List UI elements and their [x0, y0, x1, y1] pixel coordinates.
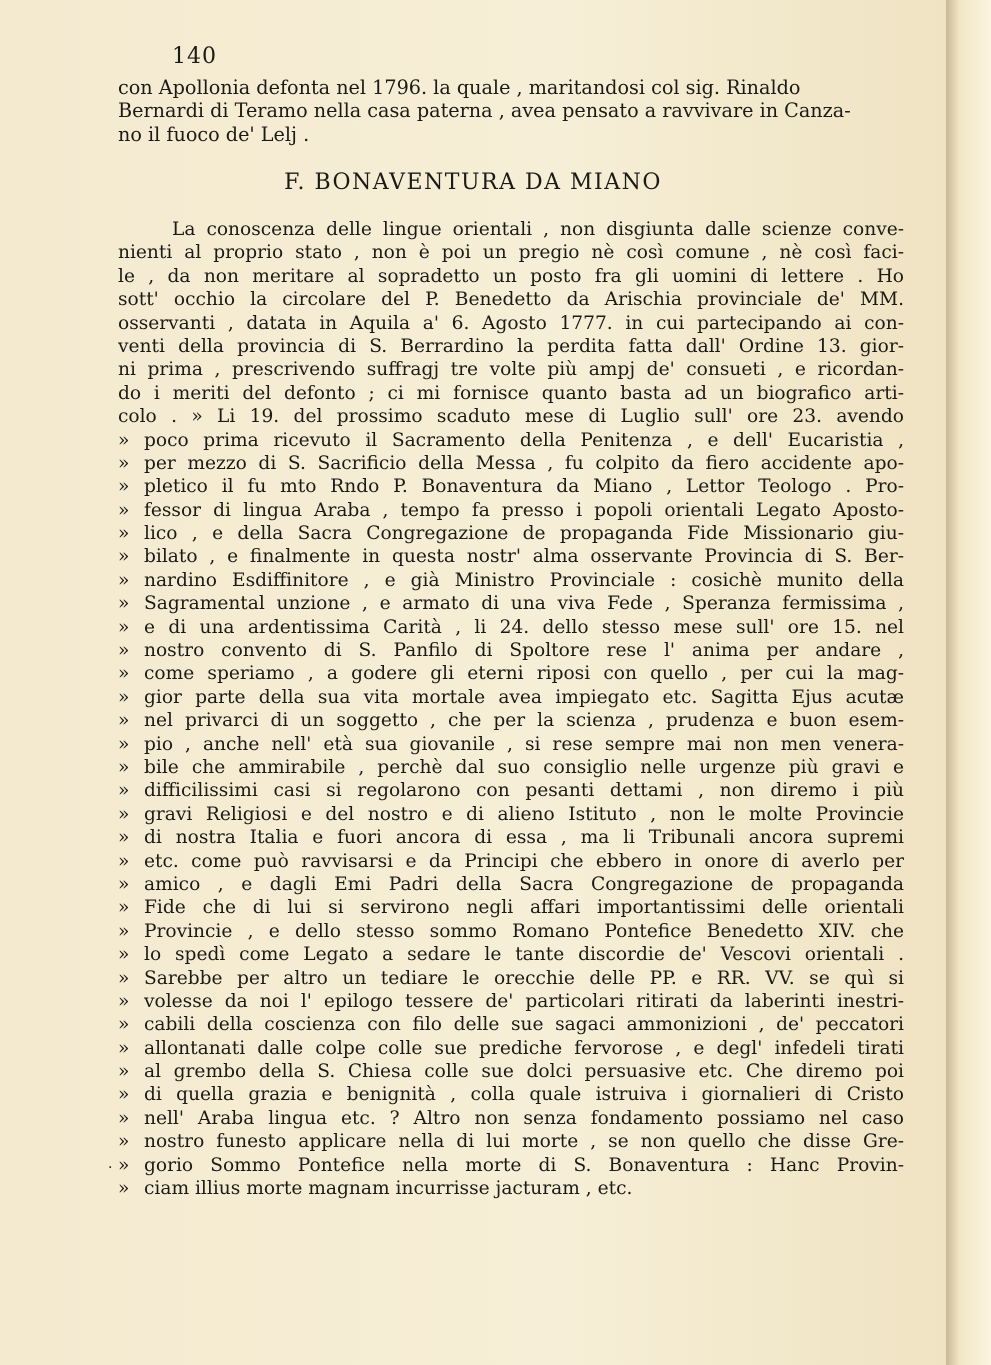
quote-mark: » — [118, 452, 130, 474]
body-line — [118, 499, 904, 522]
body-line-text: venti della provincia di S. Berrardino la perdita fatta dall' Ordine 13. gior- — [118, 335, 904, 357]
intro-line: no il fuoco de' Lelj . — [118, 122, 310, 146]
body-line-text: amico , e dagli Emi Padri della Sacra Congregazione de propaganda — [144, 873, 904, 895]
intro-paragraph — [118, 76, 904, 146]
body-line-text: per mezzo di S. Sacrificio della Messa , fu colpito da fiero accidente apo- — [144, 452, 904, 474]
body-line — [118, 662, 904, 685]
body-line-text: Provincie , e dello stesso sommo Romano Pontefice Benedetto XIV. che — [144, 920, 904, 942]
body-line — [118, 429, 904, 452]
quote-mark: » — [118, 1084, 130, 1106]
quote-mark: » — [118, 897, 130, 919]
body-line — [118, 850, 904, 873]
body-line — [118, 686, 904, 709]
body-line-text: do i meriti del defonto ; ci mi fornisce quanto basta ad un biografico arti- — [118, 382, 904, 404]
quote-mark: » — [118, 476, 130, 498]
quote-mark: » — [118, 663, 130, 685]
quote-mark: » — [118, 873, 130, 895]
body-line-text: allontanati dalle colpe colle sue prediche fervorose , e degl' infedeli tirati — [144, 1037, 904, 1059]
quote-mark: » — [118, 756, 130, 778]
body-line-text: cabili della coscienza con filo delle sue sagaci ammonizioni , de' peccatori — [144, 1014, 904, 1036]
body-line-text: ni prima , prescrivendo suffragj tre volte più ampj de' consueti , e ricordan- — [118, 359, 904, 381]
body-line-text: Fide che di lui si servirono negli affari importantissimi delle orientali — [144, 897, 904, 919]
page-number: 140 — [172, 44, 217, 69]
quote-mark: » — [118, 780, 130, 802]
body-line — [118, 545, 904, 568]
body-line-text: etc. come può ravvisarsi e da Principi che ebbero in onore di averlo per — [144, 850, 904, 872]
quote-mark: » — [118, 990, 130, 1012]
quote-mark: » — [118, 640, 130, 662]
body-line — [118, 1013, 904, 1036]
body-line-text: ciam illius morte magnam incurrisse jacturam , etc. — [144, 1178, 633, 1200]
quote-mark: » — [118, 569, 130, 591]
body-line-text: colo . » Li 19. del prossimo scaduto mese di Luglio sull' ore 23. avendo — [118, 406, 904, 428]
body-line-text: le , da non meritare al sopradetto un posto fra gli uomini di lettere . Ho — [118, 265, 904, 287]
body-line — [118, 1130, 904, 1153]
quote-mark: » — [118, 1107, 130, 1129]
body-line — [118, 990, 904, 1013]
body-line-text: La conoscenza delle lingue orientali , non disgiunta dalle scienze conve- — [172, 219, 904, 240]
quote-mark: » — [118, 733, 130, 755]
body-line-text: bile che ammirabile , perchè dal suo consiglio nelle urgenze più gravi e — [144, 756, 904, 778]
body-line-text: di quella grazia e benignità , colla quale istruiva i giornalieri di Cristo — [144, 1084, 904, 1106]
body-line-text: come speriamo , a godere gli eterni riposi con quello , per cui la mag- — [144, 663, 904, 685]
body-line-text: poco prima ricevuto il Sacramento della Penitenza , e dell' Eucaristia , — [144, 429, 904, 451]
page-edge — [946, 0, 991, 1365]
quote-mark: » — [118, 850, 130, 872]
body-line — [118, 756, 904, 779]
body-line — [118, 358, 904, 381]
body-line — [118, 592, 904, 615]
body-line — [118, 475, 904, 498]
body-line-text: e di una ardentissima Carità , li 24. dello stesso mese sull' ore 15. nel — [144, 616, 904, 638]
body-line — [118, 1177, 904, 1200]
quote-mark: » — [118, 1131, 130, 1153]
body-line-text: nel privarci di un soggetto , che per la scienza , prudenza e buon esem- — [144, 710, 904, 732]
body-line — [118, 967, 904, 990]
body-line — [118, 1037, 904, 1060]
intro-line: con Apollonia defonta nel 1796. la quale , maritandosi col sig. Rinaldo — [118, 76, 801, 99]
body-line — [118, 943, 904, 966]
quote-mark: » — [118, 499, 130, 521]
body-line-text: pio , anche nell' età sua giovanile , si rese sempre mai non men venera- — [144, 733, 904, 755]
intro-line: Bernardi di Teramo nella casa paterna , avea pensato a ravvivare in Canza- — [118, 99, 851, 123]
body-line — [118, 1107, 904, 1130]
body-line — [118, 616, 904, 639]
body-line — [118, 218, 904, 241]
body-line — [118, 1060, 904, 1083]
body-line — [118, 803, 904, 826]
body-line-text: gior parte della sua vita mortale avea impiegato etc. Sagitta Ejus acutæ — [144, 686, 904, 708]
quote-mark: » — [118, 546, 130, 568]
body-line-text: lo spedì come Legato a sedare le tante discordie de' Vescovi orientali . — [144, 944, 904, 966]
stray-mark: . — [108, 1156, 113, 1172]
body-line-text: lico , e della Sacra Congregazione de propaganda Fide Missionario giu- — [144, 523, 904, 545]
body-line — [118, 826, 904, 849]
quote-mark: » — [118, 827, 130, 849]
quote-mark: » — [118, 1037, 130, 1059]
quote-mark: » — [118, 944, 130, 966]
body-line — [118, 241, 904, 264]
body-line — [118, 896, 904, 919]
body-line-text: nostro convento di S. Panfilo di Spoltore rese l' anima per andare , — [144, 640, 904, 662]
body-line-text: Sarebbe per altro un tediare le orecchie delle PP. e RR. VV. se quì si — [144, 967, 904, 989]
quote-mark: » — [118, 1154, 130, 1176]
body-line-text: osservanti , datata in Aquila a' 6. Agosto 1777. in cui partecipando ai con- — [118, 312, 904, 334]
quote-mark: » — [118, 803, 130, 825]
body-line — [118, 312, 904, 335]
body-line — [118, 709, 904, 732]
quote-mark: » — [118, 686, 130, 708]
body-line-text: di nostra Italia e fuori ancora di essa , ma li Tribunali ancora supremi — [144, 827, 904, 849]
body-line-text: pletico il fu mto Rndo P. Bonaventura da Miano , Lettor Teologo . Pro- — [144, 476, 904, 498]
body-line — [118, 335, 904, 358]
body-line — [118, 920, 904, 943]
body-line — [118, 452, 904, 475]
body-line-text: sott' occhio la circolare del P. Benedetto da Arischia provinciale de' MM. — [118, 289, 904, 311]
body-line-text: nienti al proprio stato , non è poi un pregio nè così comune , nè così faci- — [118, 242, 904, 264]
quote-mark: » — [118, 920, 130, 942]
quote-mark: » — [118, 1014, 130, 1036]
body-line — [118, 873, 904, 896]
quote-mark: » — [118, 593, 130, 615]
body-line — [118, 1154, 904, 1177]
section-title: F. BONAVENTURA DA MIANO — [284, 170, 662, 195]
body-line — [118, 733, 904, 756]
quote-mark: » — [118, 1178, 130, 1200]
quote-mark: » — [118, 967, 130, 989]
body-line-text: gorio Sommo Pontefice nella morte di S. Bonaventura : Hanc Provin- — [144, 1154, 904, 1176]
body-line-text: volesse da noi l' epilogo tessere de' particolari ritirati da laberinti inestri- — [144, 990, 904, 1012]
quote-mark: » — [118, 429, 130, 451]
body-line-text: nell' Araba lingua etc. ? Altro non senza fondamento possiamo nel caso — [144, 1107, 904, 1129]
body-line — [118, 1083, 904, 1106]
body-line — [118, 288, 904, 311]
quote-mark: » — [118, 710, 130, 732]
quote-mark: » — [118, 1061, 130, 1083]
body-line-text: al grembo della S. Chiesa colle sue dolci persuasive etc. Che diremo poi — [144, 1061, 904, 1083]
body-line — [118, 522, 904, 545]
body-line-text: gravi Religiosi e del nostro e di alieno Istituto , non le molte Provincie — [144, 803, 904, 825]
body-line-text: nostro funesto applicare nella di lui morte , se non quello che disse Gre- — [144, 1131, 904, 1153]
body-paragraph — [118, 218, 904, 1200]
body-line — [118, 382, 904, 405]
body-line-text: difficilissimi casi si regolarono con pesanti dettami , non diremo i più — [144, 780, 904, 802]
body-line — [118, 569, 904, 592]
body-line — [118, 639, 904, 662]
body-line — [118, 265, 904, 288]
quote-mark: » — [118, 523, 130, 545]
body-line-text: fessor di lingua Araba , tempo fa presso i popoli orientali Legato Aposto- — [144, 499, 904, 521]
body-line — [118, 405, 904, 428]
body-line-text: Sagramental unzione , e armato di una viva Fede , Speranza fermissima , — [144, 593, 904, 615]
quote-mark: » — [118, 616, 130, 638]
body-line — [118, 779, 904, 802]
body-line-text: nardino Esdiffinitore , e già Ministro Provinciale : cosichè munito della — [144, 569, 904, 591]
body-line-text: bilato , e finalmente in questa nostr' alma osservante Provincia di S. Ber- — [144, 546, 904, 568]
